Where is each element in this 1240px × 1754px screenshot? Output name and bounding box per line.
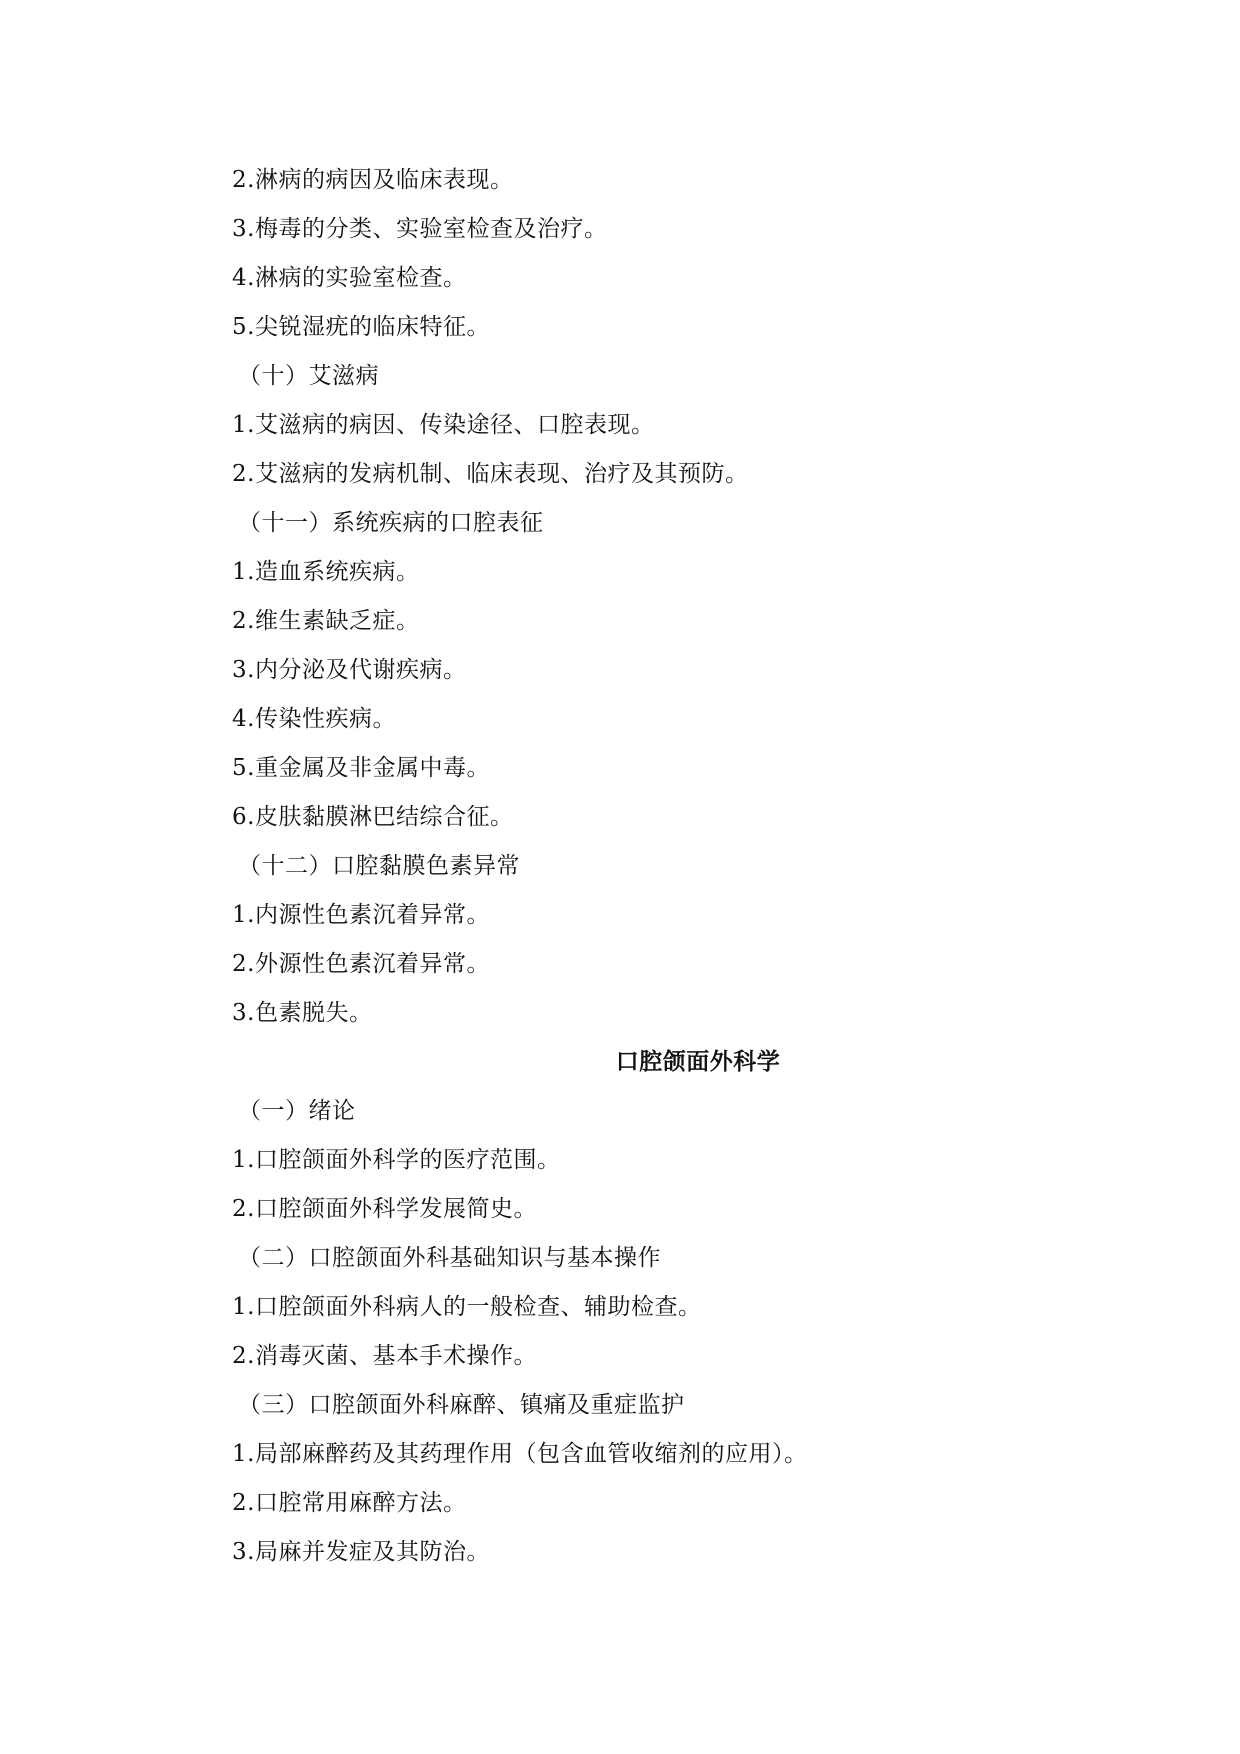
list-item: 6.皮肤黏膜淋巴结综合征。 — [232, 804, 514, 830]
list-item: 2.消毒灭菌、基本手术操作。 — [232, 1343, 537, 1369]
section-heading: （二）口腔颌面外科基础知识与基本操作 — [238, 1245, 661, 1271]
list-item: 3.内分泌及代谢疾病。 — [232, 657, 467, 683]
list-item: 1.内源性色素沉着异常。 — [232, 902, 490, 928]
list-item: 2.外源性色素沉着异常。 — [232, 951, 490, 977]
section-heading: （十二）口腔黏膜色素异常 — [238, 853, 520, 879]
list-item: 2.维生素缺乏症。 — [232, 608, 420, 634]
list-item: 1.口腔颌面外科学的医疗范围。 — [232, 1147, 561, 1173]
list-item: 1.造血系统疾病。 — [232, 559, 420, 585]
list-item: 2.淋病的病因及临床表现。 — [232, 167, 514, 193]
list-item: 5.重金属及非金属中毒。 — [232, 755, 490, 781]
list-item: 2.口腔常用麻醉方法。 — [232, 1490, 467, 1516]
list-item: 3.梅毒的分类、实验室检查及治疗。 — [232, 216, 608, 242]
list-item: 1.艾滋病的病因、传染途径、口腔表现。 — [232, 412, 655, 438]
section-heading: （三）口腔颌面外科麻醉、镇痛及重症监护 — [238, 1392, 685, 1418]
document-body — [232, 156, 1052, 1577]
list-item: 1.局部麻醉药及其药理作用（包含血管收缩剂的应用）。 — [232, 1441, 808, 1467]
list-item: 4.传染性疾病。 — [232, 706, 396, 732]
list-item: 4.淋病的实验室检查。 — [232, 265, 467, 291]
section-heading: （十）艾滋病 — [238, 363, 379, 389]
list-item: 1.口腔颌面外科病人的一般检查、辅助检查。 — [232, 1294, 702, 1320]
section-heading: （十一）系统疾病的口腔表征 — [238, 510, 544, 536]
list-item: 3.色素脱失。 — [232, 1000, 373, 1026]
list-item: 2.口腔颌面外科学发展简史。 — [232, 1196, 537, 1222]
list-item: 2.艾滋病的发病机制、临床表现、治疗及其预防。 — [232, 461, 749, 487]
list-item: 5.尖锐湿疣的临床特征。 — [232, 314, 490, 340]
chapter-heading: 口腔颌面外科学 — [615, 1049, 781, 1075]
section-heading: （一）绪论 — [238, 1098, 356, 1124]
list-item: 3.局麻并发症及其防治。 — [232, 1539, 490, 1565]
